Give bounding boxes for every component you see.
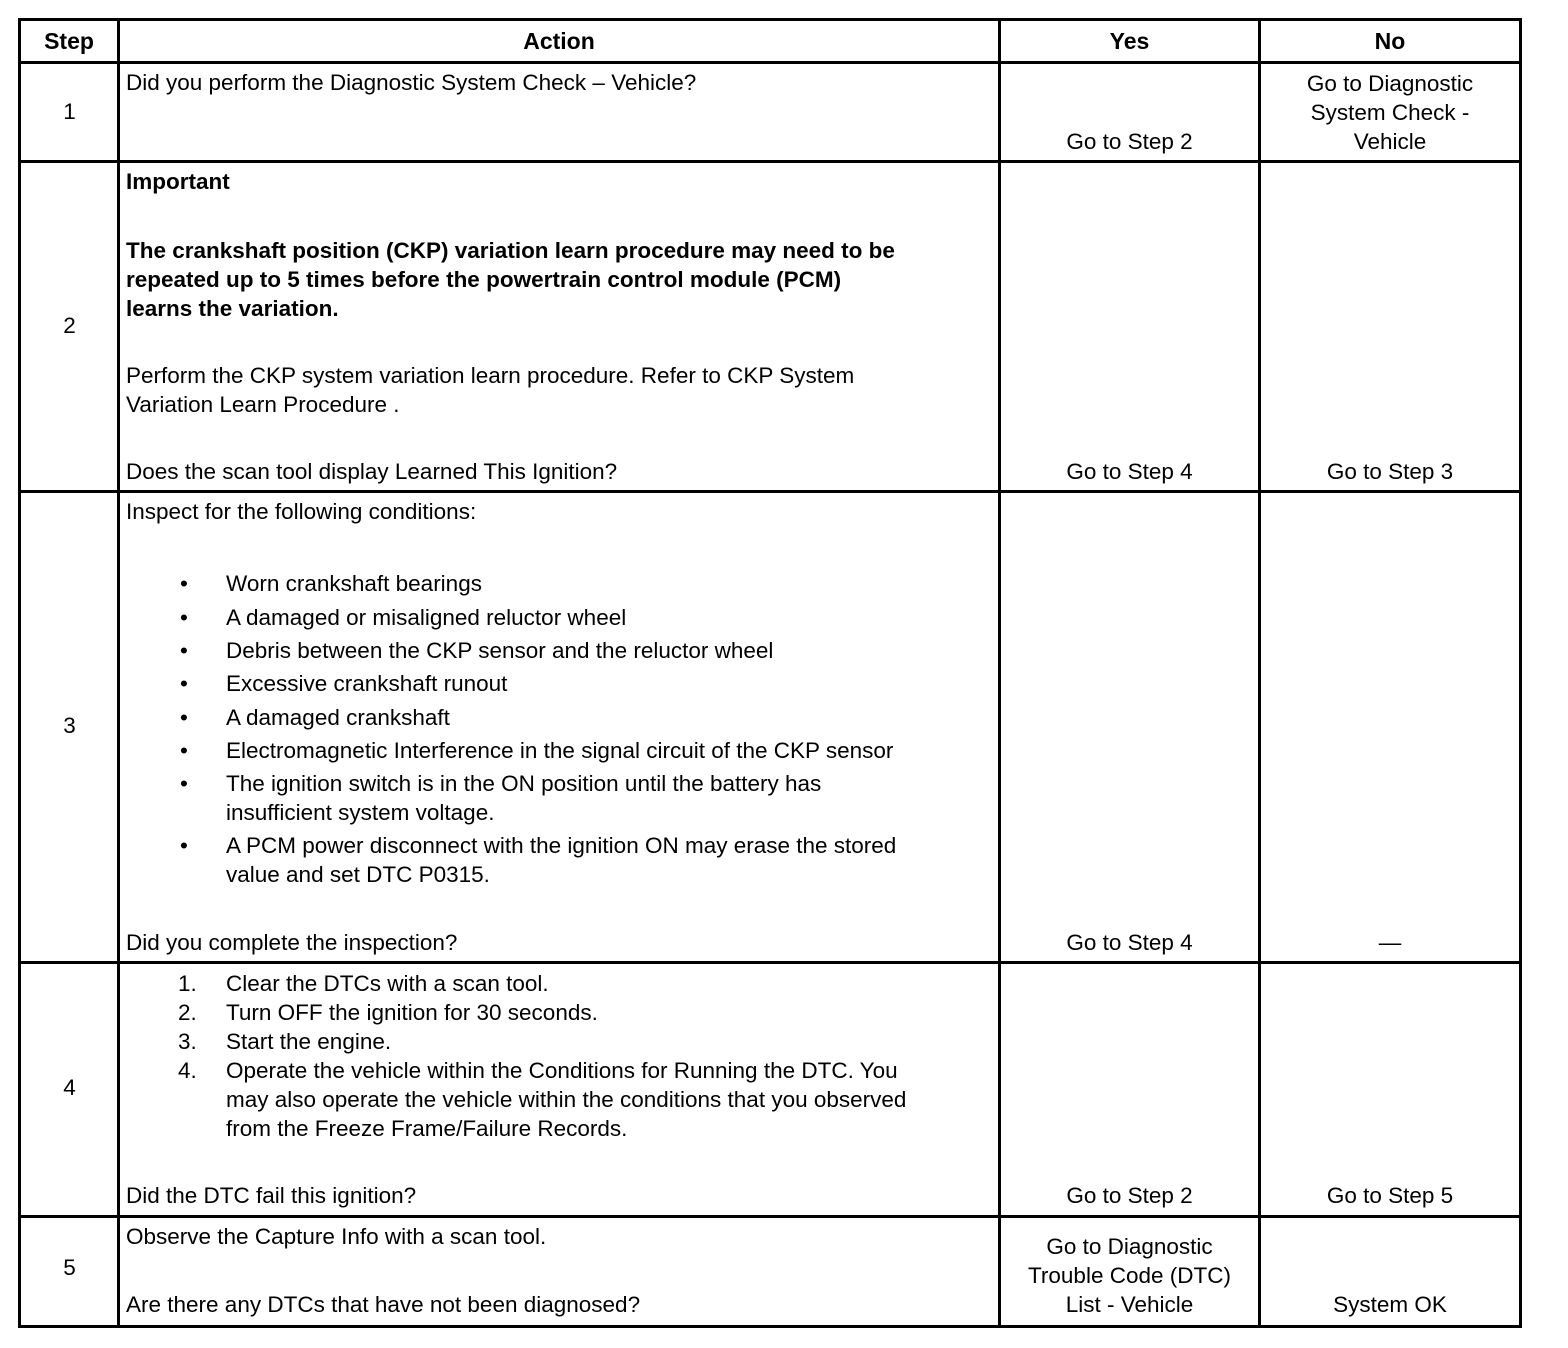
bullet-marker: • (180, 571, 188, 596)
bullet-marker: • (180, 738, 188, 763)
column-divider (117, 21, 120, 1325)
bullet-marker: • (180, 605, 188, 630)
step-number: 4 (63, 1075, 76, 1100)
header-yes: Yes (1109, 28, 1150, 54)
list-item: Debris between the CKP sensor and the reluctor wheel (226, 638, 774, 663)
row-divider (21, 61, 1519, 64)
header-step: Step (44, 28, 94, 54)
header-action: Action (523, 28, 595, 54)
yes-link[interactable]: Go to Step 2 (1066, 129, 1193, 154)
action-question: Does the scan tool display Learned This Ignition? (126, 459, 618, 484)
list-number: 2. (178, 1000, 197, 1025)
step-number: 1 (63, 99, 76, 124)
step-number: 2 (63, 313, 76, 338)
action-question: Did you complete the inspection? (126, 930, 458, 955)
row-divider (21, 490, 1519, 493)
column-divider (998, 21, 1001, 1325)
bullet-marker: • (180, 771, 188, 796)
action-question: Are there any DTCs that have not been diagnosed? (126, 1292, 641, 1317)
bullet-marker: • (180, 638, 188, 663)
list-number: 3. (178, 1029, 197, 1054)
yes-link[interactable]: Go to Diagnostic Trouble Code (DTC) List - Vehicle (1028, 1234, 1231, 1317)
row-divider (21, 961, 1519, 964)
header-no: No (1374, 28, 1406, 54)
list-item: Start the engine. (226, 1029, 392, 1054)
list-item: A PCM power disconnect with the ignition ON may erase the stored value and set DTC P0315. (226, 833, 897, 887)
yes-link[interactable]: Go to Step 4 (1066, 930, 1193, 955)
action-question: Did the DTC fail this ignition? (126, 1183, 417, 1208)
action-intro: Inspect for the following conditions: (126, 499, 477, 524)
row-divider (21, 1215, 1519, 1218)
no-link[interactable]: Go to Diagnostic System Check - Vehicle (1306, 71, 1474, 154)
yes-link[interactable]: Go to Step 4 (1066, 459, 1193, 484)
no-link[interactable]: Go to Step 3 (1326, 459, 1454, 484)
bullet-marker: • (180, 833, 188, 858)
list-item: A damaged or misaligned reluctor wheel (226, 605, 627, 630)
important-label: Important (126, 169, 230, 194)
no-result: System OK (1333, 1292, 1447, 1317)
yes-link[interactable]: Go to Step 2 (1066, 1183, 1193, 1208)
no-dash: — (1378, 930, 1402, 955)
step-number: 3 (63, 713, 76, 738)
list-number: 1. (178, 971, 197, 996)
bullet-marker: • (180, 671, 188, 696)
list-item: Clear the DTCs with a scan tool. (226, 971, 549, 996)
list-item: Operate the vehicle within the Conditions for Running the DTC. You may also operate the vehicle within the conditions that you observed from the Freeze Frame/Failure Records. (226, 1058, 907, 1141)
list-item: Turn OFF the ignition for 30 seconds. (226, 1000, 598, 1025)
list-item: The ignition switch is in the ON position until the battery has insufficient system voltage. (226, 771, 822, 825)
instruction-text: Perform the CKP system variation learn procedure. Refer to CKP System Variation Learn Procedure . (126, 363, 855, 417)
no-link[interactable]: Go to Step 5 (1326, 1183, 1454, 1208)
diagnostic-table (18, 18, 1522, 1328)
list-item: A damaged crankshaft (226, 705, 450, 730)
important-note: The crankshaft position (CKP) variation learn procedure may need to be repeated up to 5 times before the powertrain control module (PCM) learns the variation. (126, 238, 895, 321)
list-number: 4. (178, 1058, 197, 1083)
column-divider (1258, 21, 1261, 1325)
list-item: Electromagnetic Interference in the signal circuit of the CKP sensor (226, 738, 894, 763)
action-intro: Observe the Capture Info with a scan tool. (126, 1224, 547, 1249)
list-item: Excessive crankshaft runout (226, 671, 508, 696)
row-divider (21, 160, 1519, 163)
list-item: Worn crankshaft bearings (226, 571, 482, 596)
step-number: 5 (63, 1255, 76, 1280)
action-question: Did you perform the Diagnostic System Check – Vehicle? (126, 70, 697, 95)
bullet-marker: • (180, 705, 188, 730)
